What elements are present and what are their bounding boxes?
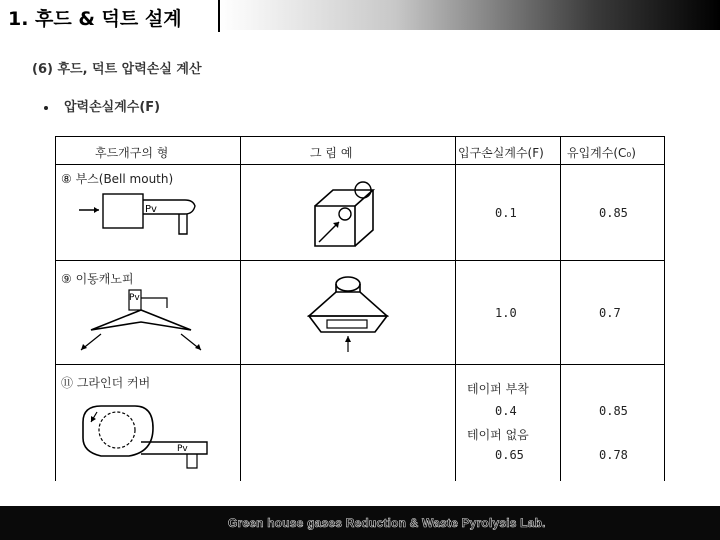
booth-example-sketch	[295, 176, 405, 256]
table-row-divider	[55, 364, 665, 365]
row3-inflow-coef-a: 0.85	[599, 404, 628, 418]
diagram-label-pv: Pv	[145, 204, 157, 215]
row3-label: ⑪ 그라인더 커버	[61, 376, 151, 390]
footer-bar	[0, 506, 720, 540]
hood-coefficient-table	[55, 136, 665, 481]
table-col-divider	[455, 136, 456, 481]
bell-mouth-sketch	[75, 188, 215, 248]
diagram-label-pv: Pv	[129, 293, 140, 303]
header-hood-type: 후드개구의 형	[95, 146, 169, 160]
table-header-divider	[55, 164, 665, 165]
bullet-dot-icon	[44, 106, 48, 110]
header-gradient-bar	[220, 0, 720, 30]
table-border-left	[55, 136, 56, 481]
header-divider	[218, 0, 220, 32]
row3-sub-a-label: 테이퍼 부착	[467, 382, 529, 396]
table-col-divider	[240, 136, 241, 481]
table-col-divider	[560, 136, 561, 481]
canopy-sketch	[71, 286, 221, 356]
header-entry-loss: 입구손실계수(F)	[458, 146, 544, 160]
row3-entry-loss-a: 0.4	[495, 404, 517, 418]
diagram-label-pv: Pv	[177, 444, 188, 454]
table-border-right	[664, 136, 665, 481]
row3-sub-b-label: 테이퍼 없음	[467, 428, 529, 442]
page-title: 1. 후드 & 덕트 설계	[8, 8, 182, 30]
row1-entry-loss: 0.1	[495, 206, 517, 220]
table-row-divider	[55, 260, 665, 261]
table-border-top	[55, 136, 665, 137]
row2-label: ⑨ 이동캐노피	[61, 272, 134, 286]
bullet-text: 압력손실계수(F)	[64, 100, 161, 115]
row1-label: ⑧ 부스(Bell mouth)	[61, 172, 174, 186]
header-example: 그 림 예	[310, 146, 353, 160]
grinder-cover-sketch	[69, 392, 229, 477]
row2-entry-loss: 1.0	[495, 306, 517, 320]
footer-lab-name: Green house gases Reduction & Waste Pyrolysis Lab.	[228, 516, 546, 530]
section-heading: (6) 후드, 덕트 압력손실 계산	[32, 62, 202, 77]
canopy-example-sketch	[295, 268, 405, 358]
bullet-item	[44, 96, 160, 115]
header-inflow-coef: 유입계수(C₀)	[567, 146, 636, 160]
row2-inflow-coef: 0.7	[599, 306, 621, 320]
row1-inflow-coef: 0.85	[599, 206, 628, 220]
row3-entry-loss-b: 0.65	[495, 448, 524, 462]
row3-inflow-coef-b: 0.78	[599, 448, 628, 462]
